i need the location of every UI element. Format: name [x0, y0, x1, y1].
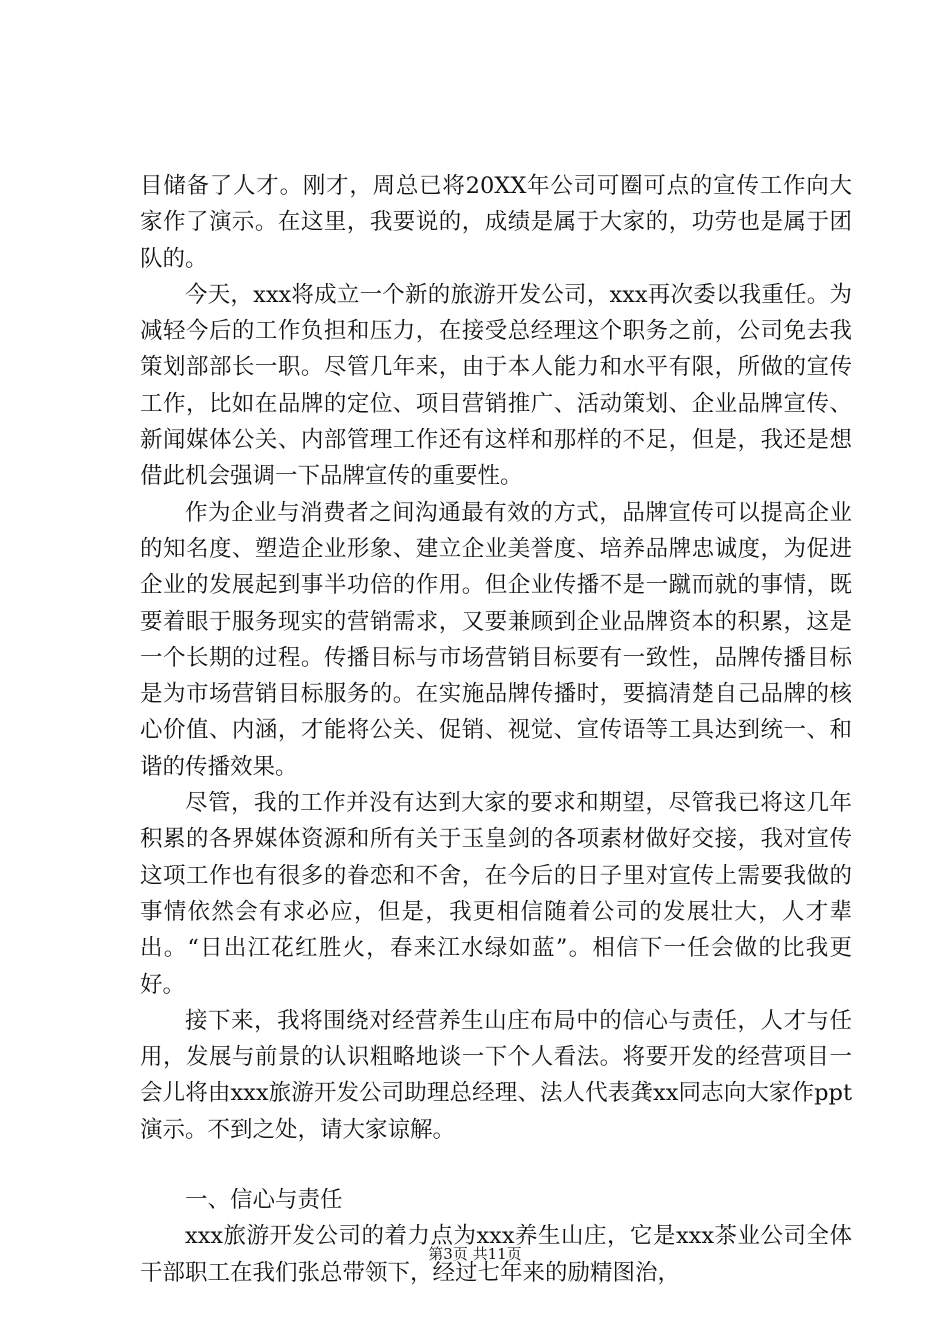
paragraph-confidence: xxx旅游开发公司的着力点为xxx养生山庄，它是xxx茶业公司全体干部职工在我们张总带领下，经过七年来的励精图治，	[140, 1223, 852, 1286]
section-heading: 一、信心与责任	[185, 1187, 343, 1214]
paragraph-brand-promotion: 作为企业与消费者之间沟通最有效的方式，品牌宣传可以提高企业的知名度、塑造企业形象、建立企业美誉度、培养品牌忠诚度，为促进企业的发展起到事半功倍的作用。但企业传播不是一蹴而就的事情，既要着眼于服务现实的营销需求，又要兼顾到企业品牌资本的积累，这是一个长期的过程。传播目标与市场营销目标要有一致性，品牌传播目标是为市场营销目标服务的。在实施品牌传播时，要搞清楚自己品牌的核心价值、内涵，才能将公关、促销、视觉、宣传语等工具达到统一、和谐的传播效果。	[140, 499, 852, 780]
paragraph-spacer	[140, 1148, 852, 1182]
paragraph-next-topics: 接下来，我将围绕对经营养生山庄布局中的信心与责任，人才与任用，发展与前景的认识粗略地谈一下个人看法。将要开发的经营项目一会儿将由xxx旅游开发公司助理总经理、法人代表龚xx同志向大家作ppt演示。不到之处，请大家谅解。	[140, 1007, 852, 1143]
paragraph-handover: 尽管，我的工作并没有达到大家的要求和期望，尽管我已将这几年积累的各界媒体资源和所有关于玉皇剑的各项素材做好交接，我对宣传这项工作也有很多的眷恋和不舍，在今后的日子里对宣传上需要我做的事情依然会有求必应，但是，我更相信随着公司的发展壮大，人才辈出。“日出江花红胜火，春来江水绿如蓝”。相信下一任会做的比我更好。	[140, 790, 852, 998]
paragraph-continuation: 目储备了人才。刚才，周总已将20XX年公司可圈可点的宣传工作向大家作了演示。在这里，我要说的，成绩是属于大家的，功劳也是属于团队的。	[140, 173, 852, 272]
paragraph-new-company: 今天，xxx将成立一个新的旅游开发公司，xxx再次委以我重任。为减轻今后的工作负担和压力，在接受总经理这个职务之前，公司免去我策划部部长一职。尽管几年来，由于本人能力和水平有限，所做的宣传工作，比如在品牌的定位、项目营销推广、活动策划、企业品牌宣传、新闻媒体公关、内部管理工作还有这样和那样的不足，但是，我还是想借此机会强调一下品牌宣传的重要性。	[140, 281, 852, 490]
document-body	[140, 168, 852, 1291]
page-number-footer: 第3页 共11页	[428, 1245, 522, 1263]
